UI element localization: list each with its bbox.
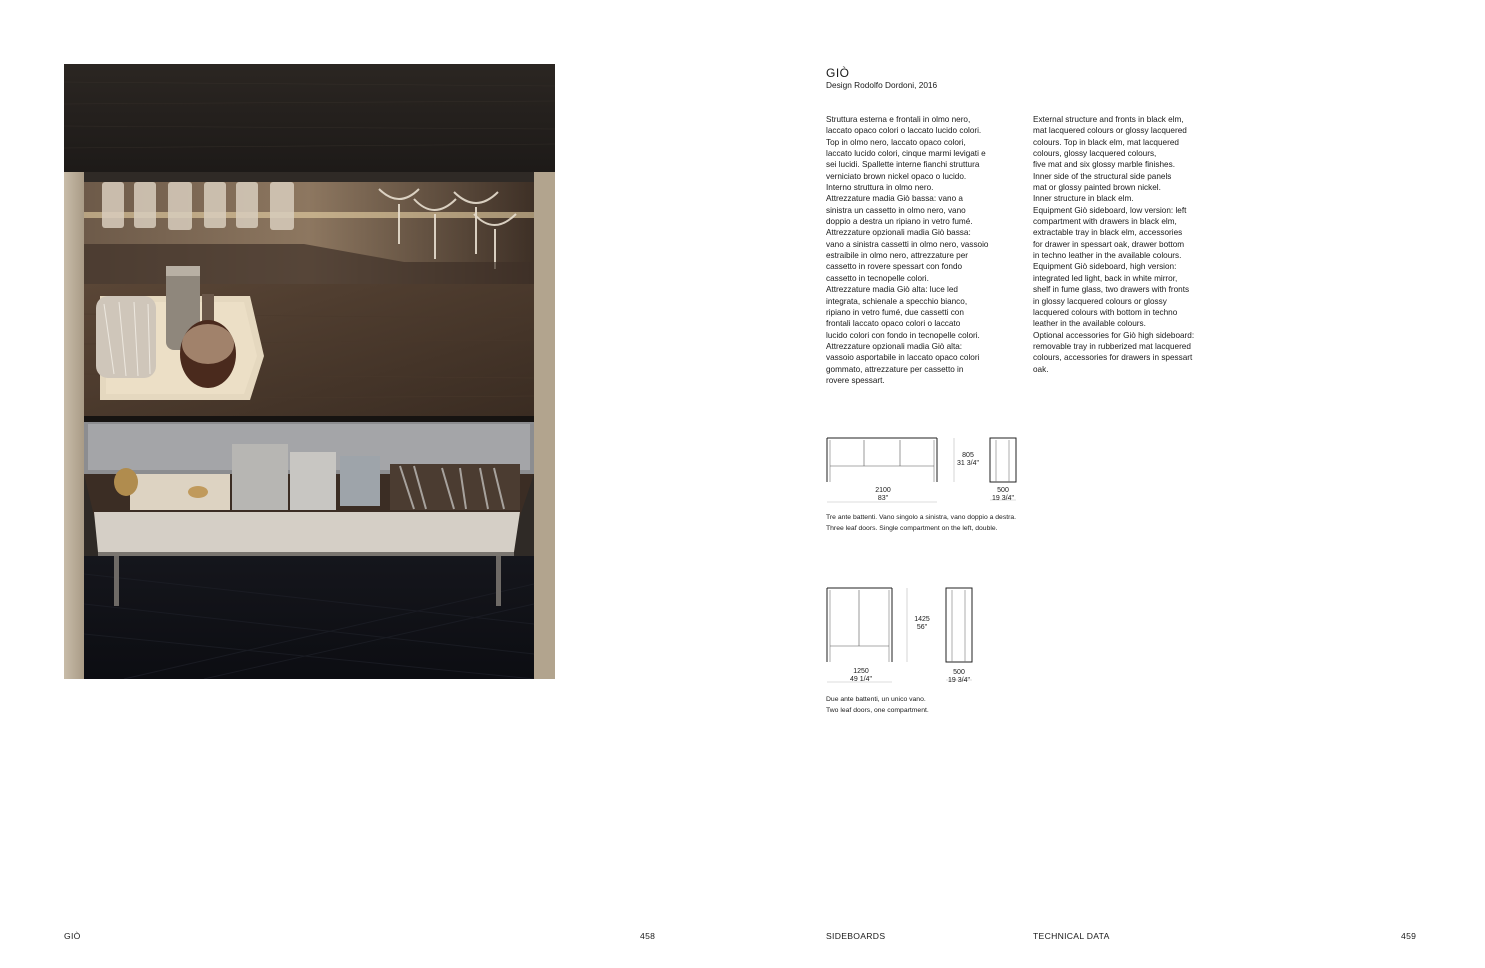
drawing-2-width xyxy=(841,668,881,683)
drawing-1-depth-in: 19 3/4" xyxy=(992,494,1014,502)
drawing-1-width xyxy=(863,487,903,502)
drawing-1-depth-mm: 500 xyxy=(997,487,1009,494)
footer-category: TECHNICAL DATA xyxy=(1033,931,1110,941)
product-title: GIÒ xyxy=(826,66,850,80)
drawing-2-height-mm: 1425 xyxy=(914,616,930,623)
drawing-1-height xyxy=(953,452,983,467)
product-photo xyxy=(64,64,555,679)
designer-credit: Design Rodolfo Dordoni, 2016 xyxy=(826,80,938,90)
drawing-2-width-in: 49 1/4" xyxy=(850,675,872,683)
drawing-1-caption-it: Tre ante battenti. Vano singolo a sinistra, vano doppio a destra. xyxy=(826,514,1017,521)
description-italian: Struttura esterna e frontali in olmo nero, laccato opaco colori o laccato lucido colori. Top in olmo nero, laccato opaco colori, laccato lucido colori, cinque marmi levigati e sei lucidi. Spallette interne fianchi struttura verniciato brown nickel opaco o lucido. Interno struttura in olmo nero. Attrezzature madia Giò bassa: vano a sinistra un cassetto in olmo nero, vano doppio a destra un ripiano in vetro fumé. Attrezzature opzionali madia Giò bassa: vano a sinistra cassetti in olmo nero, vassoio estraibile in olmo nero, attrezzature per cassetto in rovere spessart con fondo cassetto in tecnopelle colori. Attrezzature madia Giò alta: luce led integrata, schienale a specchio bianco, ripiano in vetro fumé, due cassetti con frontali laccato opaco colori o laccato lucido colori con fondo in tecnopelle colori. Attrezzature opzionali madia Giò alta: vassoio asportabile in laccato opaco colori gommato, attrezzature per cassetto in rovere spessart. xyxy=(826,115,989,385)
drawing-2-width-mm: 1250 xyxy=(853,668,869,675)
drawing-1-height-in: 31 3/4" xyxy=(957,459,979,467)
drawing-1-caption-en: Three leaf doors. Single compartment on the left, double. xyxy=(826,525,998,532)
drawing-2-depth-in: 19 3/4" xyxy=(948,676,970,684)
footer-right-page-number: 459 xyxy=(1401,931,1417,941)
drawing-2-depth xyxy=(944,669,974,684)
footer-section: SIDEBOARDS xyxy=(826,931,886,941)
footer-left-title: GIÒ xyxy=(64,931,81,941)
drawing-1-depth xyxy=(988,487,1018,502)
drawing-1-width-in: 83" xyxy=(877,494,889,502)
drawing-2-caption-it: Due ante battenti, un unico vano. xyxy=(826,696,926,703)
footer-left-page-number: 458 xyxy=(640,931,656,941)
drawing-2-depth-mm: 500 xyxy=(953,669,965,676)
drawing-2-caption xyxy=(826,694,1026,716)
drawing-2-height xyxy=(908,616,936,631)
drawing-1-height-mm: 805 xyxy=(962,452,974,459)
drawing-1-caption xyxy=(826,512,1066,534)
drawing-2-height-in: 56" xyxy=(916,623,928,631)
drawing-2-caption-en: Two leaf doors, one compartment. xyxy=(826,707,929,714)
drawing-1-width-mm: 2100 xyxy=(875,487,891,494)
description-english: External structure and fronts in black elm, mat lacquered colours or glossy lacquered colours. Top in black elm, mat lacquered colours, glossy lacquered colours, five mat and six glossy marble finishes. Inner side of the structural side panels mat or glossy painted brown nickel. Inner structure in black elm. Equipment Giò sideboard, low version: left compartment with drawers in black elm, extractable tray in black elm, accessories for drawer in spessart oak, drawer bottom in techno leather in the available colours. Equipment Giò sideboard, high version: integrated led light, back in white mirror, shelf in fume glass, two drawers with fronts in glossy lacquered colours or glossy lacquered colours with bottom in techno leather in the available colours. Optional accessories for Giò high sideboard: removable tray in rubberized mat lacquered colours, accessories for drawers in spessart oak. xyxy=(1033,115,1195,374)
